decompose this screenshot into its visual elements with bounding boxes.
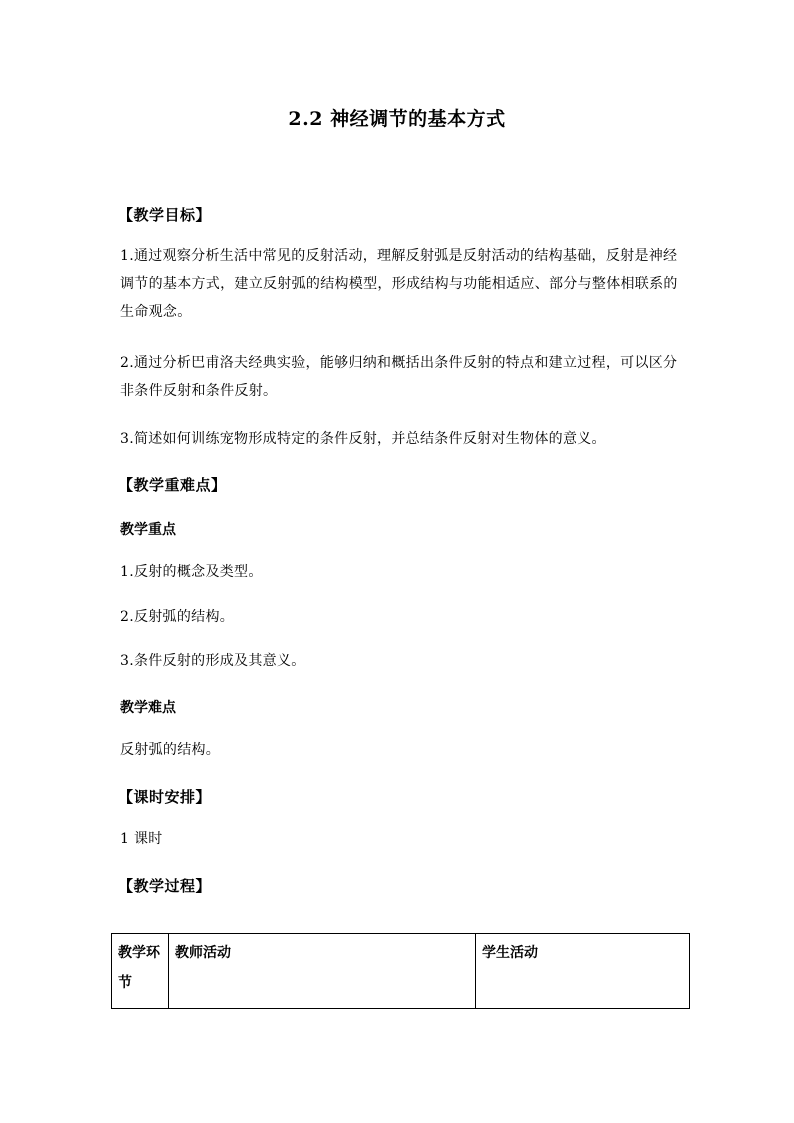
objectives-heading: 【教学目标】 xyxy=(118,206,212,224)
key-points-heading: 【教学重难点】 xyxy=(118,476,227,494)
focus-item-3: 3.条件反射的形成及其意义。 xyxy=(120,653,306,669)
table-header-row xyxy=(112,934,690,1009)
focus-item-1: 1.反射的概念及类型。 xyxy=(120,564,263,580)
schedule-heading: 【课时安排】 xyxy=(118,788,212,806)
process-table xyxy=(111,933,690,1009)
header-cell-teacher: 教师活动 xyxy=(169,934,476,1009)
objective-item-2: 2.通过分析巴甫洛夫经典实验，能够归纳和概括出条件反射的特点和建立过程，可以区分非条件反射和条件反射。 xyxy=(120,355,678,399)
objective-item-1: 1.通过观察分析生活中常见的反射活动，理解反射弧是反射活动的结构基础，反射是神经调节的基本方式，建立反射弧的结构模型，形成结构与功能相适应、部分与整体相联系的生命观念。 xyxy=(120,248,678,320)
header-cell-student: 学生活动 xyxy=(476,934,690,1009)
difficulty-label: 教学难点 xyxy=(120,700,176,716)
document-title: 2.2 神经调节的基本方式 xyxy=(288,108,506,130)
process-heading: 【教学过程】 xyxy=(118,877,212,895)
objective-item-3: 3.简述如何训练宠物形成特定的条件反射，并总结条件反射对生物体的意义。 xyxy=(120,431,606,447)
header-cell-stage: 教学环节 xyxy=(112,934,169,1009)
focus-item-2: 2.反射弧的结构。 xyxy=(120,609,235,625)
schedule-text: 1 课时 xyxy=(120,831,163,847)
focus-label: 教学重点 xyxy=(120,522,176,538)
difficulty-text: 反射弧的结构。 xyxy=(120,742,221,758)
